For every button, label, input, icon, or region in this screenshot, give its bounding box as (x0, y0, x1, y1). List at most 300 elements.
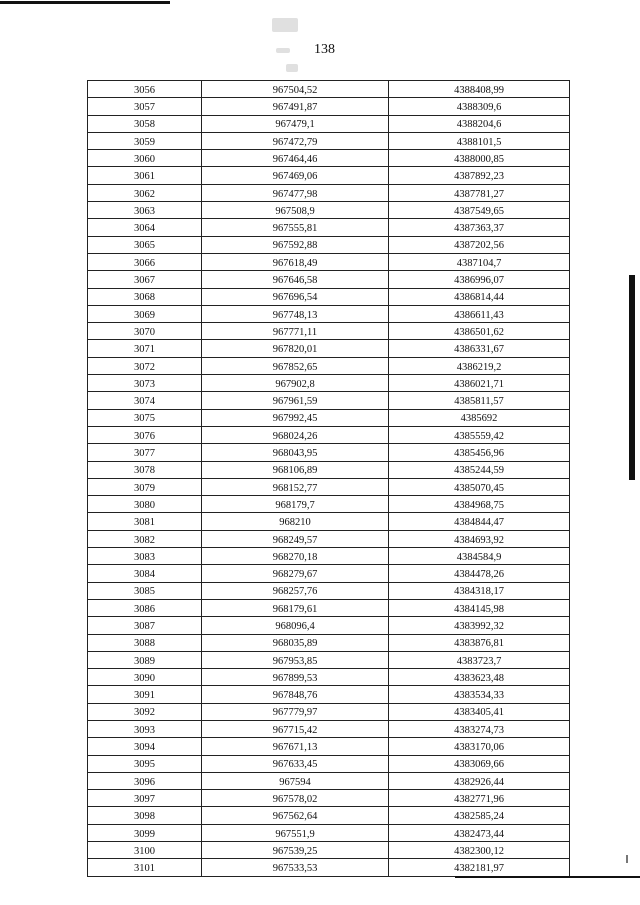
cell-value: 4387104,7 (456, 257, 502, 269)
x-coordinate-cell (202, 772, 389, 789)
cell-value: 4386219,2 (456, 361, 502, 373)
x-coordinate-cell (202, 409, 389, 426)
cell-value: 967671,13 (272, 742, 318, 754)
x-coordinate-cell (202, 496, 389, 513)
y-coordinate-cell (389, 755, 570, 772)
table-row (88, 115, 570, 132)
y-coordinate-cell (389, 426, 570, 443)
table-row (88, 444, 570, 461)
table-row (88, 651, 570, 668)
x-coordinate-cell (202, 253, 389, 270)
cell-value: 4382926,44 (454, 776, 504, 788)
cell-value: 967646,58 (272, 275, 318, 287)
point-number-cell (88, 599, 202, 616)
cell-value: 4385559,42 (454, 430, 504, 442)
cell-value: 4383170,06 (454, 742, 504, 754)
table-row (88, 81, 570, 98)
table-row (88, 184, 570, 201)
y-coordinate-cell (389, 513, 570, 530)
x-coordinate-cell (202, 340, 389, 357)
table-row (88, 202, 570, 219)
cell-value: 3097 (134, 793, 155, 805)
y-coordinate-cell (389, 98, 570, 115)
cell-value: 3086 (134, 603, 155, 615)
point-number-cell (88, 115, 202, 132)
bottom-rule (455, 876, 640, 878)
cell-value: 4382473,44 (454, 828, 504, 840)
page-number: 138 (314, 42, 335, 57)
cell-value: 3063 (134, 205, 155, 217)
cell-value: 968106,89 (272, 465, 318, 477)
cell-value: 967696,54 (272, 292, 318, 304)
y-coordinate-cell (389, 772, 570, 789)
cell-value: 967479,1 (275, 119, 315, 131)
cell-value: 967592,88 (272, 240, 318, 252)
cell-value: 3070 (134, 326, 155, 338)
table-row (88, 755, 570, 772)
cell-value: 967555,81 (272, 223, 318, 235)
cell-value: 3062 (134, 188, 155, 200)
cell-value: 4386501,62 (454, 326, 504, 338)
x-coordinate-cell (202, 288, 389, 305)
cell-value: 968035,89 (272, 638, 318, 650)
cell-value: 3064 (134, 223, 155, 235)
right-margin-bar (629, 275, 635, 480)
table-row (88, 807, 570, 824)
cell-value: 3072 (134, 361, 155, 373)
cell-value: 3083 (134, 551, 155, 563)
cell-value: 3057 (134, 102, 155, 114)
cell-value: 4384318,17 (454, 586, 504, 598)
table-row (88, 513, 570, 530)
cell-value: 3084 (134, 569, 155, 581)
x-coordinate-cell (202, 720, 389, 737)
point-number-cell (88, 548, 202, 565)
cell-value: 3073 (134, 378, 155, 390)
point-number-cell (88, 842, 202, 859)
cell-value: 3091 (134, 690, 155, 702)
point-number-cell (88, 720, 202, 737)
cell-value: 3071 (134, 344, 155, 356)
cell-value: 967748,13 (272, 309, 318, 321)
cell-value: 4384968,75 (454, 499, 504, 511)
x-coordinate-cell (202, 236, 389, 253)
table-row (88, 219, 570, 236)
cell-value: 967902,8 (275, 378, 315, 390)
table-row (88, 288, 570, 305)
x-coordinate-cell (202, 444, 389, 461)
point-number-cell (88, 461, 202, 478)
cell-value: 967578,02 (272, 793, 318, 805)
point-number-cell (88, 288, 202, 305)
table-row (88, 340, 570, 357)
cell-value: 967771,11 (272, 326, 318, 338)
y-coordinate-cell (389, 271, 570, 288)
point-number-cell (88, 496, 202, 513)
cell-value: 3081 (134, 517, 155, 529)
cell-value: 3089 (134, 655, 155, 667)
point-number-cell (88, 790, 202, 807)
y-coordinate-cell (389, 167, 570, 184)
cell-value: 968152,77 (272, 482, 318, 494)
cell-value: 967551,9 (275, 828, 315, 840)
y-coordinate-cell (389, 686, 570, 703)
point-number-cell (88, 772, 202, 789)
cell-value: 3101 (134, 863, 155, 875)
point-number-cell (88, 686, 202, 703)
table-row (88, 150, 570, 167)
cell-value: 968279,67 (272, 569, 318, 581)
x-coordinate-cell (202, 184, 389, 201)
y-coordinate-cell (389, 150, 570, 167)
cell-value: 3078 (134, 465, 155, 477)
cell-value: 3092 (134, 707, 155, 719)
y-coordinate-cell (389, 565, 570, 582)
x-coordinate-cell (202, 392, 389, 409)
cell-value: 967504,52 (272, 84, 318, 96)
cell-value: 4383992,32 (454, 621, 504, 632)
cell-value: 4386996,07 (454, 275, 504, 287)
point-number-cell (88, 824, 202, 841)
cell-value: 967594 (279, 776, 311, 788)
point-number-cell (88, 634, 202, 651)
x-coordinate-cell (202, 669, 389, 686)
cell-value: 4382585,24 (454, 811, 504, 823)
cell-value: 3074 (134, 396, 155, 408)
y-coordinate-cell (389, 288, 570, 305)
point-number-cell (88, 530, 202, 547)
x-coordinate-cell (202, 167, 389, 184)
x-coordinate-cell (202, 323, 389, 340)
table-row (88, 271, 570, 288)
table-row (88, 478, 570, 495)
y-coordinate-cell (389, 184, 570, 201)
cell-value: 967539,25 (272, 845, 318, 857)
table-row (88, 565, 570, 582)
cell-value: 4383876,81 (454, 638, 504, 650)
y-coordinate-cell (389, 461, 570, 478)
y-coordinate-cell (389, 478, 570, 495)
table-row (88, 720, 570, 737)
table-row (88, 461, 570, 478)
x-coordinate-cell (202, 790, 389, 807)
cell-value: 3069 (134, 309, 155, 321)
cell-value: 3065 (134, 240, 155, 252)
table-row (88, 824, 570, 841)
x-coordinate-cell (202, 115, 389, 132)
point-number-cell (88, 409, 202, 426)
right-margin-tick (626, 855, 628, 863)
x-coordinate-cell (202, 202, 389, 219)
point-number-cell (88, 357, 202, 374)
y-coordinate-cell (389, 634, 570, 651)
cell-value: 4384693,92 (454, 534, 504, 546)
scan-smudge (276, 48, 290, 53)
x-coordinate-cell (202, 651, 389, 668)
point-number-cell (88, 98, 202, 115)
x-coordinate-cell (202, 375, 389, 392)
y-coordinate-cell (389, 305, 570, 322)
x-coordinate-cell (202, 755, 389, 772)
x-coordinate-cell (202, 686, 389, 703)
x-coordinate-cell (202, 132, 389, 149)
y-coordinate-cell (389, 375, 570, 392)
point-number-cell (88, 253, 202, 270)
y-coordinate-cell (389, 720, 570, 737)
cell-value: 968257,76 (272, 586, 318, 598)
table-row (88, 548, 570, 565)
table-row (88, 392, 570, 409)
cell-value: 4387781,27 (454, 188, 504, 200)
y-coordinate-cell (389, 651, 570, 668)
y-coordinate-cell (389, 340, 570, 357)
cell-value: 3082 (134, 534, 155, 546)
y-coordinate-cell (389, 617, 570, 634)
cell-value: 967992,45 (272, 413, 318, 425)
y-coordinate-cell (389, 236, 570, 253)
cell-value: 4388000,85 (454, 153, 504, 165)
table-row (88, 772, 570, 789)
cell-value: 968024,26 (272, 430, 318, 442)
point-number-cell (88, 444, 202, 461)
cell-value: 3056 (134, 84, 155, 96)
point-number-cell (88, 150, 202, 167)
cell-value: 967899,53 (272, 672, 318, 684)
y-coordinate-cell (389, 703, 570, 720)
cell-value: 4387202,56 (454, 240, 504, 252)
cell-value: 3085 (134, 586, 155, 598)
coordinates-table (87, 80, 570, 877)
cell-value: 967562,64 (272, 811, 318, 823)
cell-value: 3098 (134, 811, 155, 823)
table-row (88, 530, 570, 547)
cell-value: 3093 (134, 724, 155, 736)
table-row (88, 323, 570, 340)
cell-value: 4387363,37 (454, 223, 504, 235)
cell-value: 3096 (134, 776, 155, 788)
point-number-cell (88, 807, 202, 824)
x-coordinate-cell (202, 548, 389, 565)
cell-value: 3079 (134, 482, 155, 494)
x-coordinate-cell (202, 426, 389, 443)
cell-value: 4387892,23 (454, 171, 504, 183)
table-row (88, 582, 570, 599)
point-number-cell (88, 426, 202, 443)
cell-value: 4383723,7 (456, 655, 502, 667)
x-coordinate-cell (202, 842, 389, 859)
point-number-cell (88, 738, 202, 755)
y-coordinate-cell (389, 392, 570, 409)
y-coordinate-cell (389, 842, 570, 859)
cell-value: 968096,4 (275, 621, 315, 632)
cell-value: 968179,7 (275, 499, 315, 511)
cell-value: 968210 (279, 517, 311, 529)
faint-stamp-mark (345, 2, 405, 12)
cell-value: 4383405,41 (454, 707, 504, 719)
cell-value: 968179,61 (272, 603, 318, 615)
table-row (88, 253, 570, 270)
cell-value: 3090 (134, 672, 155, 684)
cell-value: 967820,01 (272, 344, 318, 356)
cell-value: 4386611,43 (454, 309, 504, 321)
table-row (88, 599, 570, 616)
y-coordinate-cell (389, 807, 570, 824)
cell-value: 3061 (134, 171, 155, 183)
cell-value: 3088 (134, 638, 155, 650)
cell-value: 4387549,65 (454, 205, 504, 217)
cell-value: 967961,59 (272, 396, 318, 408)
cell-value: 3060 (134, 153, 155, 165)
point-number-cell (88, 513, 202, 530)
table-row (88, 790, 570, 807)
cell-value: 4382300,12 (454, 845, 504, 857)
y-coordinate-cell (389, 357, 570, 374)
y-coordinate-cell (389, 669, 570, 686)
cell-value: 967852,65 (272, 361, 318, 373)
table-row (88, 496, 570, 513)
y-coordinate-cell (389, 409, 570, 426)
cell-value: 3075 (134, 413, 155, 425)
cell-value: 4388408,99 (454, 84, 504, 96)
x-coordinate-cell (202, 582, 389, 599)
point-number-cell (88, 271, 202, 288)
x-coordinate-cell (202, 357, 389, 374)
point-number-cell (88, 167, 202, 184)
table-row (88, 634, 570, 651)
table-row (88, 409, 570, 426)
table-row (88, 669, 570, 686)
cell-value: 967618,49 (272, 257, 318, 269)
y-coordinate-cell (389, 496, 570, 513)
table-row (88, 426, 570, 443)
point-number-cell (88, 219, 202, 236)
cell-value: 967508,9 (275, 205, 315, 217)
cell-value: 967533,53 (272, 863, 318, 875)
point-number-cell (88, 375, 202, 392)
x-coordinate-cell (202, 530, 389, 547)
point-number-cell (88, 669, 202, 686)
point-number-cell (88, 392, 202, 409)
cell-value: 3077 (134, 448, 155, 460)
cell-value: 4383623,48 (454, 672, 504, 684)
x-coordinate-cell (202, 738, 389, 755)
cell-value: 4388309,6 (456, 102, 502, 114)
point-number-cell (88, 184, 202, 201)
cell-value: 967491,87 (272, 102, 318, 114)
cell-value: 4385456,96 (454, 448, 504, 460)
y-coordinate-cell (389, 859, 570, 876)
cell-value: 4384844,47 (454, 517, 504, 529)
cell-value: 967469,06 (272, 171, 318, 183)
cell-value: 4385070,45 (454, 482, 504, 494)
cell-value: 3094 (134, 742, 155, 754)
cell-value: 967633,45 (272, 759, 318, 771)
cell-value: 4385811,57 (454, 396, 504, 408)
cell-value: 3066 (134, 257, 155, 269)
cell-value: 3059 (134, 136, 155, 148)
cell-value: 3100 (134, 845, 155, 857)
table-row (88, 305, 570, 322)
point-number-cell (88, 755, 202, 772)
x-coordinate-cell (202, 219, 389, 236)
x-coordinate-cell (202, 81, 389, 98)
cell-value: 968249,57 (272, 534, 318, 546)
cell-value: 4386021,71 (454, 378, 504, 390)
cell-value: 967779,97 (272, 707, 318, 719)
table-row (88, 617, 570, 634)
table-row (88, 98, 570, 115)
cell-value: 968270,18 (272, 551, 318, 563)
cell-value: 4382181,97 (454, 863, 504, 875)
y-coordinate-cell (389, 115, 570, 132)
top-rule (0, 1, 170, 4)
cell-value: 3099 (134, 828, 155, 840)
table-row (88, 842, 570, 859)
cell-value: 967953,85 (272, 655, 318, 667)
y-coordinate-cell (389, 599, 570, 616)
x-coordinate-cell (202, 599, 389, 616)
x-coordinate-cell (202, 305, 389, 322)
cell-value: 4383274,73 (454, 724, 504, 736)
x-coordinate-cell (202, 824, 389, 841)
cell-value: 967715,42 (272, 724, 318, 736)
cell-value: 4388101,5 (456, 136, 502, 148)
cell-value: 3068 (134, 292, 155, 304)
x-coordinate-cell (202, 98, 389, 115)
x-coordinate-cell (202, 703, 389, 720)
cell-value: 4386331,67 (454, 344, 504, 356)
table-row (88, 132, 570, 149)
x-coordinate-cell (202, 859, 389, 876)
table-row (88, 236, 570, 253)
cell-value: 3058 (134, 119, 155, 131)
y-coordinate-cell (389, 530, 570, 547)
point-number-cell (88, 323, 202, 340)
table-row (88, 357, 570, 374)
table-row (88, 686, 570, 703)
cell-value: 3095 (134, 759, 155, 771)
scan-smudge (272, 18, 298, 32)
point-number-cell (88, 582, 202, 599)
x-coordinate-cell (202, 150, 389, 167)
x-coordinate-cell (202, 634, 389, 651)
x-coordinate-cell (202, 513, 389, 530)
point-number-cell (88, 202, 202, 219)
point-number-cell (88, 565, 202, 582)
y-coordinate-cell (389, 824, 570, 841)
table-row (88, 738, 570, 755)
y-coordinate-cell (389, 790, 570, 807)
cell-value: 3067 (134, 275, 155, 287)
point-number-cell (88, 703, 202, 720)
point-number-cell (88, 478, 202, 495)
cell-value: 4383534,33 (454, 690, 504, 702)
y-coordinate-cell (389, 253, 570, 270)
point-number-cell (88, 617, 202, 634)
x-coordinate-cell (202, 807, 389, 824)
table-row (88, 859, 570, 876)
cell-value: 3076 (134, 430, 155, 442)
point-number-cell (88, 859, 202, 876)
y-coordinate-cell (389, 132, 570, 149)
cell-value: 967472,79 (272, 136, 318, 148)
cell-value: 967464,46 (272, 153, 318, 165)
x-coordinate-cell (202, 271, 389, 288)
point-number-cell (88, 236, 202, 253)
cell-value: 4385692 (460, 413, 498, 425)
x-coordinate-cell (202, 617, 389, 634)
table-row (88, 703, 570, 720)
